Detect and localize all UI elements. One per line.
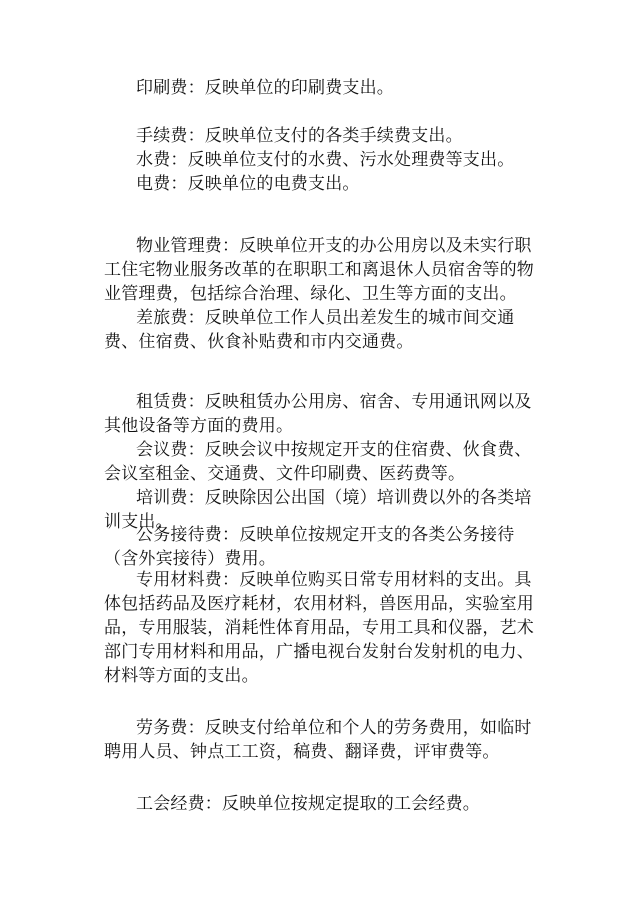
paragraph-training-fee: 培训费：反映除因公出国（境）培训费以外的各类培训支出。 <box>104 488 532 532</box>
paragraph-printing-fee: 印刷费：反映单位的印刷费支出。 <box>136 78 394 98</box>
paragraph-property-fee: 物业管理费：反映单位开支的办公用房以及未实行职工住宅物业服务改革的在职职工和离退休人员宿舍等的物业管理费，包括综合治理、绿化、卫生等方面的支出。 <box>104 236 534 304</box>
paragraph-reception-fee: 公务接待费：反映单位按规定开支的各类公务接待（含外宾接待）费用。 <box>104 525 515 569</box>
paragraph-travel-fee: 差旅费：反映单位工作人员出差发生的城市间交通费、住宿费、伙食补贴费和市内交通费。 <box>104 308 515 352</box>
paragraph-handling-fee: 手续费：反映单位支付的各类手续费支出。 <box>136 126 463 146</box>
paragraph-union-fee: 工会经费：反映单位按规定提取的工会经费。 <box>136 794 480 814</box>
paragraph-electricity-fee: 电费：反映单位的电费支出。 <box>136 174 360 194</box>
paragraph-labor-fee: 劳务费：反映支付给单位和个人的劳务费用，如临时聘用人员、钟点工工资，稿费、翻译费，评审费等。 <box>104 718 532 762</box>
paragraph-materials-fee: 专用材料费：反映单位购买日常专用材料的支出。具体包括药品及医疗耗材，农用材料，兽医用品，实验室用品，专用服装，消耗性体育用品，专用工具和仪器，艺术部门专用材料和用品，广播电视台发射台发射机的电力、材料等方面的支出。 <box>104 570 534 686</box>
paragraph-rent-fee: 租赁费：反映租赁办公用房、宿舍、专用通讯网以及其他设备等方面的费用。 <box>104 392 532 436</box>
paragraph-meeting-fee: 会议费：反映会议中按规定开支的住宿费、伙食费、会议室租金、交通费、文件印刷费、医药费等。 <box>104 440 532 484</box>
paragraph-water-fee: 水费：反映单位支付的水费、污水处理费等支出。 <box>136 150 515 170</box>
